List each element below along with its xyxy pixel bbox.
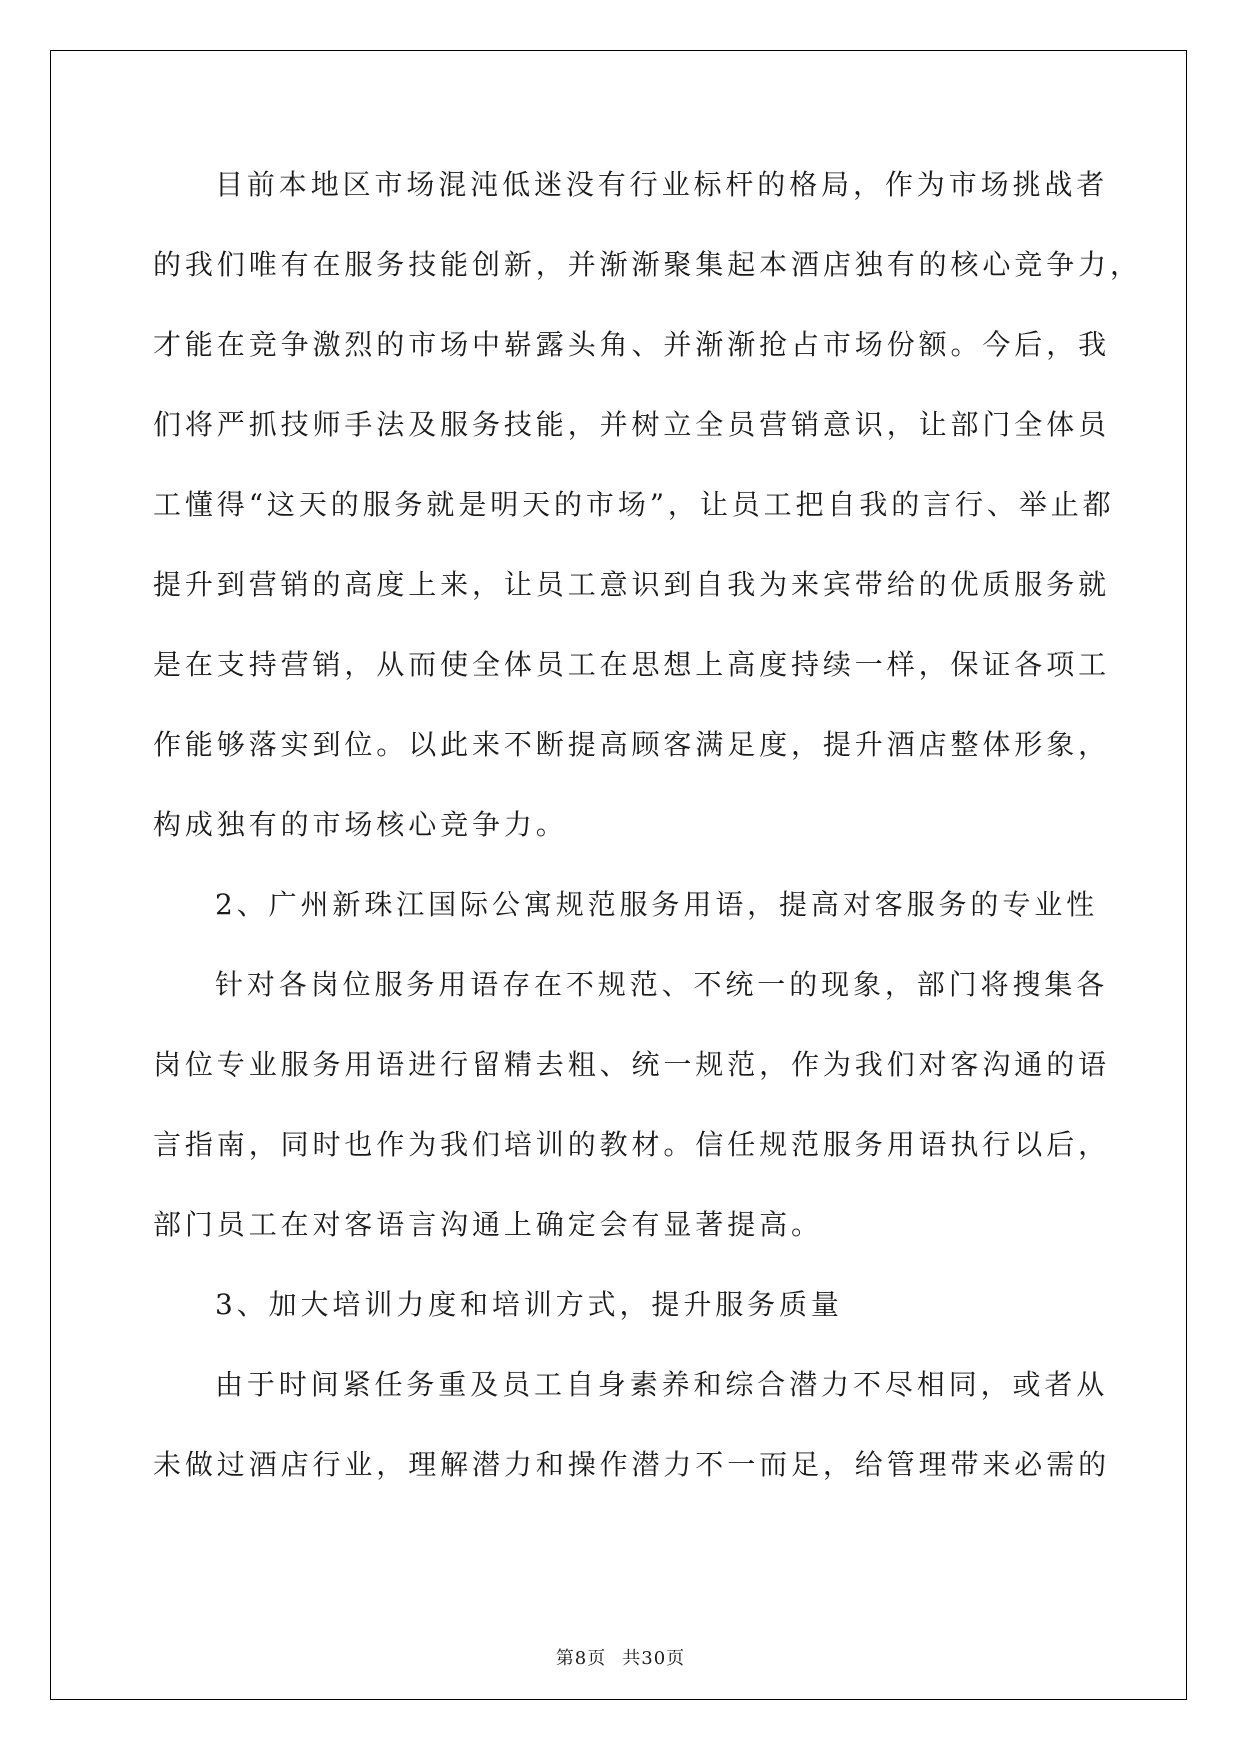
text-line: 作能够落实到位。以此来不断提高顾客满足度，提升酒店整体形象， (153, 728, 1111, 761)
text-line: 是在支持营销，从而使全体员工在思想上高度持续一样，保证各项工 (153, 648, 1111, 681)
text-line: 言指南，同时也作为我们培训的教材。信任规范服务用语执行以后， (153, 1128, 1111, 1161)
page-number: 第8页 (555, 1648, 607, 1669)
text-line: 3、加大培训力度和培训方式，提升服务质量 (215, 1288, 843, 1321)
text-line: 工懂得“这天的服务就是明天的市场”，让员工把自我的言行、举止都 (153, 488, 1115, 521)
text-line: 岗位专业服务用语进行留精去粗、统一规范，作为我们对客沟通的语 (153, 1048, 1111, 1081)
text-line: 目前本地区市场混沌低迷没有行业标杆的格局，作为市场挑战者 (215, 168, 1109, 201)
text-line: 针对各岗位服务用语存在不规范、不统一的现象，部门将搜集各 (215, 968, 1109, 1001)
page-footer (0, 1644, 1241, 1670)
text-line: 提升到营销的高度上来，让员工意识到自我为来宾带给的优质服务就 (153, 568, 1111, 601)
text-line: 2、广州新珠江国际公寓规范服务用语，提高对客服务的专业性 (215, 888, 1099, 921)
text-line: 部门员工在对客语言沟通上确定会有显著提高。 (153, 1208, 823, 1241)
text-line: 才能在竞争激烈的市场中崭露头角、并渐渐抢占市场份额。今后，我 (153, 328, 1111, 361)
text-line: 们将严抓技师手法及服务技能，并树立全员营销意识，让部门全体员 (153, 408, 1111, 441)
text-line: 的我们唯有在服务技能创新，并渐渐聚集起本酒店独有的核心竞争力， (153, 248, 1142, 281)
text-line: 构成独有的市场核心竞争力。 (153, 808, 568, 841)
page-total: 共30页 (622, 1648, 686, 1669)
text-line: 由于时间紧任务重及员工自身素养和综合潜力不尽相同，或者从 (215, 1368, 1109, 1401)
text-line: 未做过酒店行业，理解潜力和操作潜力不一而足，给管理带来必需的 (153, 1448, 1111, 1481)
document-body (153, 166, 1142, 1526)
